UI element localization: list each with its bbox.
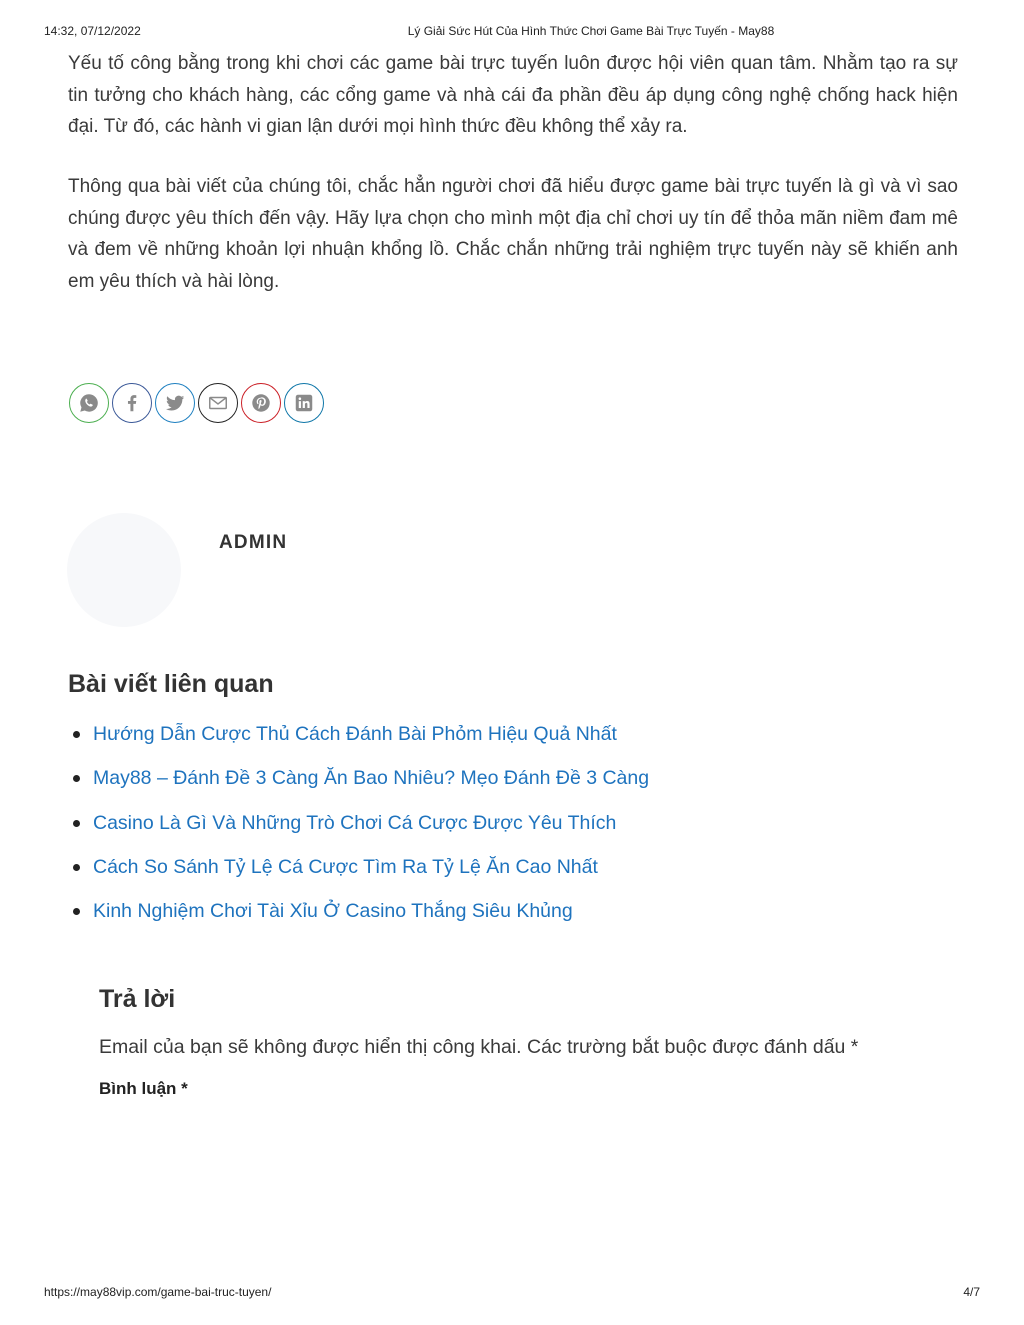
twitter-icon xyxy=(164,392,186,414)
pinterest-icon xyxy=(250,392,272,414)
share-twitter-button[interactable] xyxy=(155,383,195,423)
reply-notice: Email của bạn sẽ không được hiển thị công khai. Các trường bắt buộc được đánh dấu * xyxy=(99,1036,859,1058)
list-item xyxy=(68,896,649,940)
share-whatsapp-button[interactable] xyxy=(69,383,109,423)
related-post-link[interactable]: Kinh Nghiệm Chơi Tài Xỉu Ở Casino Thắng Siêu Khủng xyxy=(93,900,573,923)
share-linkedin-button[interactable] xyxy=(284,383,324,423)
linkedin-icon xyxy=(293,392,315,414)
related-post-link[interactable]: Casino Là Gì Và Những Trò Chơi Cá Cược Được Yêu Thích xyxy=(93,811,617,834)
print-url: https://may88vip.com/game-bai-truc-tuyen/ xyxy=(44,1285,272,1299)
author-name[interactable]: ADMIN xyxy=(219,532,288,553)
list-item xyxy=(68,719,649,763)
print-timestamp: 14:32, 07/12/2022 xyxy=(44,24,141,38)
author-avatar xyxy=(67,513,181,627)
reply-heading: Trả lời xyxy=(99,985,176,1013)
page-number: 4/7 xyxy=(963,1285,980,1299)
article-paragraph: Thông qua bài viết của chúng tôi, chắc hẳn người chơi đã hiểu được game bài trực tuyến là gì và vì sao chúng được yêu thích đến vậy. Hãy lựa chọn cho mình một địa chỉ chơi uy tín để thỏa mãn niềm đam mê và đem về những khoản lợi nhuận khổng lồ. Chắc chắn những trải nghiệm trực tuyến này sẽ khiến anh em yêu thích và hài lòng. xyxy=(68,176,958,292)
related-post-link[interactable]: Hướng Dẫn Cược Thủ Cách Đánh Bài Phỏm Hiệu Quả Nhất xyxy=(93,723,617,745)
related-posts-list xyxy=(68,719,649,940)
social-share-bar xyxy=(69,383,324,423)
print-document-title: Lý Giải Sức Hút Của Hình Thức Chơi Game Bài Trực Tuyến - May88 xyxy=(407,24,775,38)
related-post-link[interactable]: May88 – Đánh Đề 3 Càng Ăn Bao Nhiêu? Mẹo Đánh Đề 3 Càng xyxy=(93,767,650,790)
whatsapp-icon xyxy=(78,392,100,414)
article-paragraph: Yếu tố công bằng trong khi chơi các game bài trực tuyến luôn được hội viên quan tâm. Nhằm tạo ra sự tin tưởng cho khách hàng, các cổng game và nhà cái đa phần đều áp dụng công nghệ chống hack hiện đại. Từ đó, các hành vi gian lận dưới mọi hình thức đều không thể xảy ra. xyxy=(68,53,958,137)
facebook-icon xyxy=(121,392,143,414)
related-post-link[interactable]: Cách So Sánh Tỷ Lệ Cá Cược Tìm Ra Tỷ Lệ Ăn Cao Nhất xyxy=(93,855,598,878)
print-header xyxy=(0,24,1024,40)
list-item xyxy=(68,852,649,896)
list-item xyxy=(68,763,649,807)
related-posts-heading: Bài viết liên quan xyxy=(68,670,274,698)
share-facebook-button[interactable] xyxy=(112,383,152,423)
email-icon xyxy=(207,392,229,414)
share-email-button[interactable] xyxy=(198,383,238,423)
share-pinterest-button[interactable] xyxy=(241,383,281,423)
list-item xyxy=(68,808,649,852)
comment-label: Bình luận * xyxy=(99,1079,188,1098)
